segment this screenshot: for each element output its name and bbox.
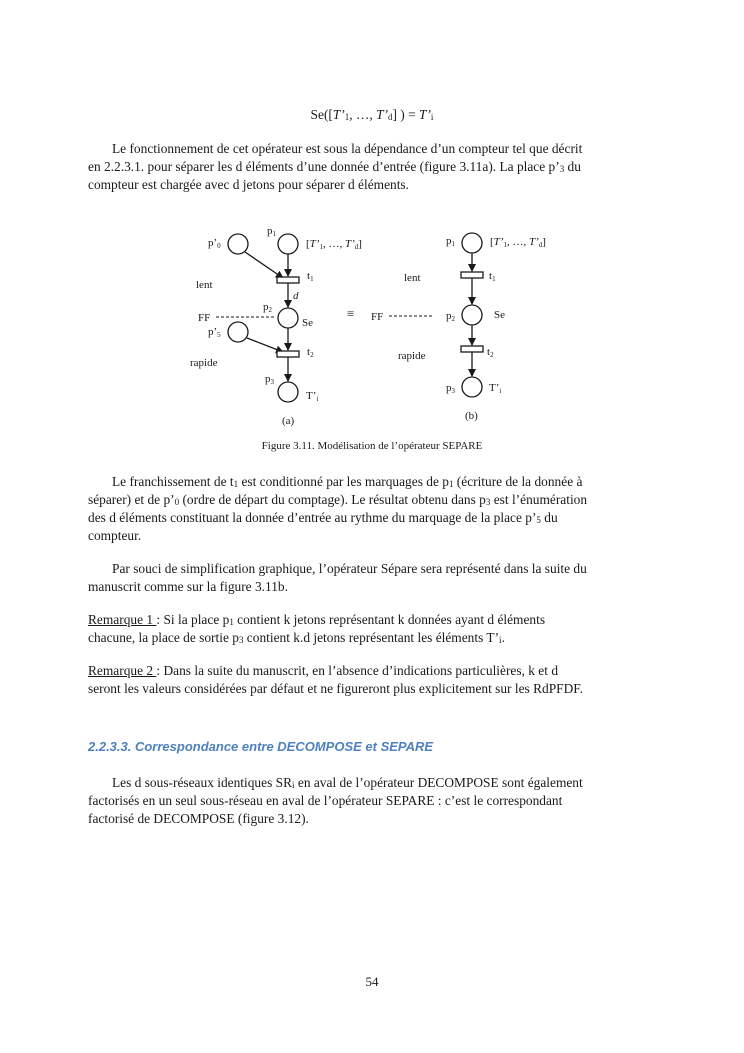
remark1-line2: chacune, la place de sortie p3 contient k.d jetons représentant les éléments T’i.	[88, 630, 505, 645]
label-tokens-a: [T’1, …, T’d]	[306, 238, 362, 251]
label-lent-a: lent	[196, 279, 213, 291]
remark2-line2: seront les valeurs considérées par défaut et ne figureront plus explicitement sur les RdPFDF.	[88, 681, 584, 696]
label-rapide-b: rapide	[398, 350, 426, 362]
label-t2-a: t2	[307, 346, 314, 359]
para2-line3: des d éléments constituant la donnée d’entrée au rythme du marquage de la place p’5 du	[88, 510, 558, 525]
figure-a	[190, 225, 362, 427]
formula: Se([T’1, …, T’d] ) = T’i	[310, 107, 434, 122]
section-heading: 2.2.3.3. Correspondance entre DECOMPOSE et SEPARE	[88, 739, 434, 754]
label-t1-a: t1	[307, 270, 314, 283]
remark2-label: Remarque 2	[88, 663, 157, 678]
label-p3-b: p3	[446, 382, 455, 395]
transition-t1-b	[461, 272, 483, 278]
label-a: (a)	[282, 415, 295, 427]
label-d: d	[293, 290, 299, 302]
label-ti-b: T’i	[489, 382, 502, 395]
figure-b	[371, 233, 546, 422]
para2-line2: séparer) et de p’0 (ordre de départ du comptage). Le résultat obtenu dans p3 est l’énumération	[88, 492, 588, 507]
place-p2-b	[462, 305, 482, 325]
label-lent-b: lent	[404, 272, 421, 284]
label-p2-b: p2	[446, 310, 455, 323]
label-p5: p’5	[208, 326, 221, 339]
label-tokens-b: [T’1, …, T’d]	[490, 236, 546, 249]
label-p0: p’0	[208, 237, 221, 250]
place-p3	[278, 382, 298, 402]
para1-line2: en 2.2.3.1. pour séparer les d éléments d’une donnée d’entrée (figure 3.11a). La place p’3 du	[88, 159, 581, 174]
para1-line1: Le fonctionnement de cet opérateur est sous la dépendance d’un compteur tel que décrit	[112, 141, 583, 156]
para4-line3: factorisé de DECOMPOSE (figure 3.12).	[88, 811, 309, 826]
transition-t1	[277, 277, 299, 283]
label-t1-b: t1	[489, 270, 496, 283]
label-b: (b)	[465, 410, 478, 422]
label-p2-a: p2	[263, 301, 272, 314]
arc-p0-t1	[245, 252, 283, 278]
remark1-line1: Remarque 1 : Si la place p1 contient k jetons représentant k données ayant d éléments	[88, 612, 546, 627]
figure-caption: Figure 3.11. Modélisation de l’opérateur SEPARE	[261, 440, 483, 452]
label-ff-a: FF	[198, 312, 211, 324]
label-ti-a: T’i	[306, 390, 319, 403]
petri-net-figure	[0, 0, 744, 440]
para2-line4: compteur.	[88, 528, 142, 543]
label-rapide-a: rapide	[190, 357, 218, 369]
transition-t2	[277, 351, 299, 357]
remark2-line1: Remarque 2 : Dans la suite du manuscrit, en l’absence d’indications particulières, k et d	[88, 663, 559, 678]
label-p1-b: p1	[446, 235, 455, 248]
label-t2-b: t2	[487, 346, 494, 359]
label-ff-b: FF	[371, 311, 384, 323]
para3-line1: Par souci de simplification graphique, l’opérateur Sépare sera représenté dans la suite du	[112, 561, 587, 576]
para1-line3: compteur est chargée avec d jetons pour séparer d éléments.	[88, 177, 409, 192]
place-p2	[278, 308, 298, 328]
place-p5-prime	[228, 322, 248, 342]
label-se-b: Se	[494, 309, 505, 321]
remark1-label: Remarque 1	[88, 612, 157, 627]
equivalence-symbol: ≡	[347, 306, 355, 321]
arc-p5-t2	[247, 338, 283, 352]
label-se-a: Se	[302, 317, 313, 329]
place-p1	[278, 234, 298, 254]
para2-line1: Le franchissement de t1 est conditionné par les marquages de p1 (écriture de la donnée à	[112, 474, 583, 489]
transition-t2-b	[461, 346, 483, 352]
label-p3-a: p3	[265, 373, 274, 386]
page-number: 54	[365, 974, 379, 989]
place-p3-b	[462, 377, 482, 397]
place-p0-prime	[228, 234, 248, 254]
para3-line2: manuscrit comme sur la figure 3.11b.	[88, 579, 288, 594]
para4-line2: factorisés en un seul sous-réseau en aval de l’opérateur SEPARE : c’est le correspondant	[88, 793, 563, 808]
place-p1-b	[462, 233, 482, 253]
para4-line1: Les d sous-réseaux identiques SRi en aval de l’opérateur DECOMPOSE sont également	[112, 775, 583, 790]
label-p1: p1	[267, 225, 276, 238]
